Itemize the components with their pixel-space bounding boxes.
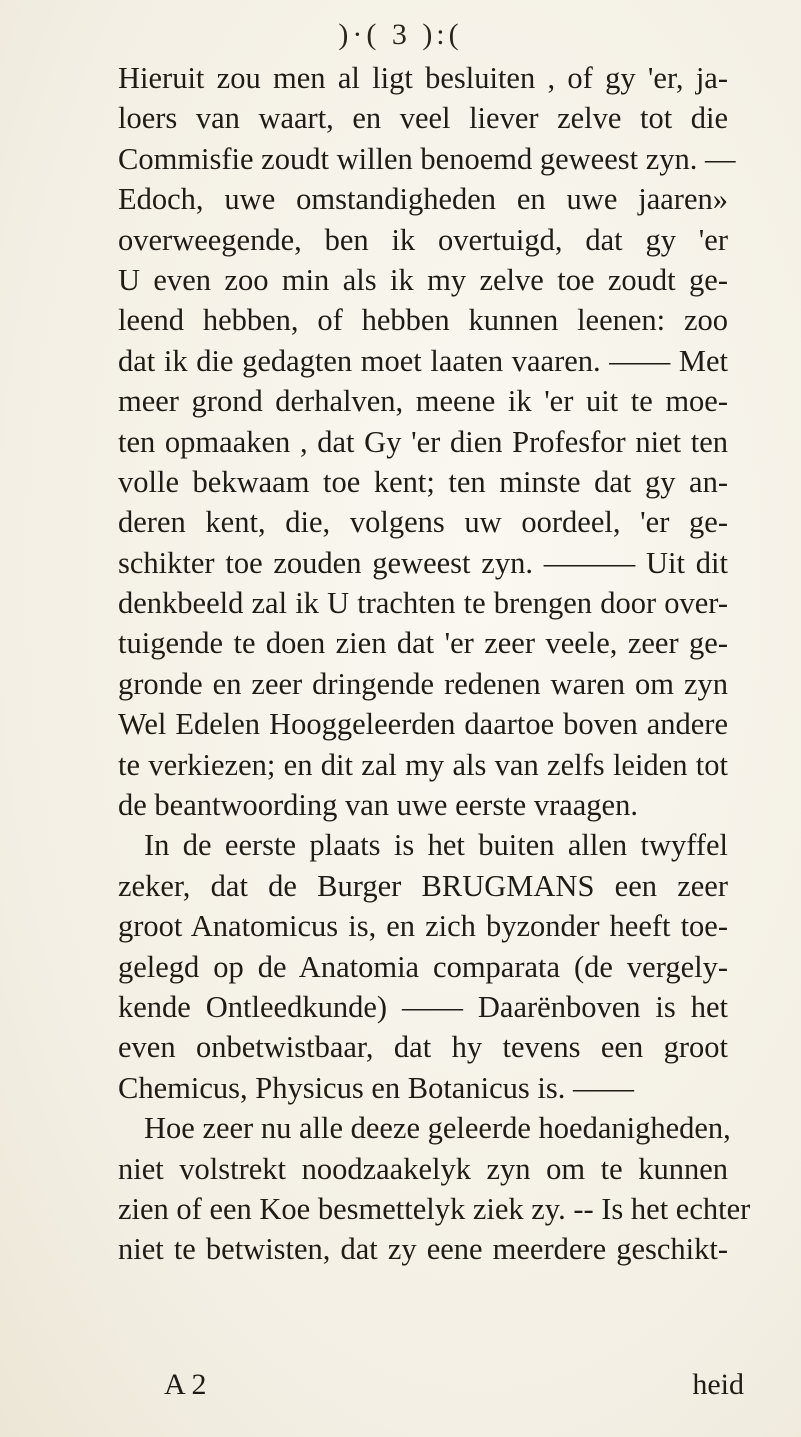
text-line: Commisfie zoudt willen benoemd geweest zyn. — xyxy=(118,141,736,176)
text-line: ten opmaaken , dat Gy 'er dien Profesfor niet ten xyxy=(118,424,728,459)
text-line: zien of een Koe besmettelyk ziek zy. -- Is het echter xyxy=(118,1191,751,1226)
text-line: volle bekwaam toe kent; ten minste dat gy an- xyxy=(118,464,728,499)
text-line: meer grond derhalven, meene ik 'er uit te moe- xyxy=(118,384,728,419)
text-line: U even zoo min als ik my zelve toe zoudt ge- xyxy=(118,262,728,297)
text-line: even onbetwistbaar, dat hy tevens een groot xyxy=(118,1030,728,1065)
text-line: de beantwoording van uwe eerste vraagen. xyxy=(118,788,638,823)
text-line: denkbeeld zal ik U trachten te brengen door over- xyxy=(118,586,728,621)
text-line: gelegd op de Anatomia comparata (de vergely- xyxy=(118,949,728,984)
text-line: Hieruit zou men al ligt besluiten , of gy 'er, ja- xyxy=(118,61,728,95)
text-line: schikter toe zouden geweest zyn. ——— Uit dit xyxy=(118,545,728,580)
text-line: groot Anatomicus is, en zich byzonder heeft toe- xyxy=(118,909,728,944)
text-line: overweegende, ben ik overtuigd, dat gy 'er xyxy=(118,222,728,257)
text-line: Wel Edelen Hooggeleerden daartoe boven andere xyxy=(118,707,728,742)
catchword: heid xyxy=(692,1368,744,1401)
text-line: te verkiezen; en dit zal my als van zelfs leiden tot xyxy=(118,747,728,782)
text-line: deren kent, die, volgens uw oordeel, 'er ge- xyxy=(118,505,728,540)
text-line: niet te betwisten, dat zy eene meerdere geschikt- xyxy=(118,1232,728,1267)
text-line: tuigende te doen zien dat 'er zeer veele, zeer ge- xyxy=(118,626,728,661)
text-line: dat ik die gedagten moet laaten vaaren. —— Met xyxy=(118,343,728,378)
text-line: Edoch, uwe omstandigheden en uwe jaaren» xyxy=(118,182,728,217)
page-number-header: )·( 3 ):( xyxy=(338,18,463,51)
text-line: zeker, dat de Burger BRUGMANS een zeer xyxy=(118,868,728,903)
signature-mark: A 2 xyxy=(164,1368,207,1401)
body-text xyxy=(118,58,751,1270)
text-line: In de eerste plaats is het buiten allen twyffel xyxy=(144,828,728,863)
text-line: leend hebben, of hebben kunnen leenen: zoo xyxy=(118,303,728,338)
text-line: loers van waart, en veel liever zelve tot die xyxy=(118,101,728,136)
text-line: niet volstrekt noodzaakelyk zyn om te kunnen xyxy=(118,1151,728,1186)
text-line: Chemicus, Physicus en Botanicus is. —— xyxy=(118,1070,634,1105)
text-line: gronde en zeer dringende redenen waren om zyn xyxy=(118,666,728,701)
text-line: kende Ontleedkunde) —— Daarënboven is het xyxy=(118,989,728,1024)
text-line: Hoe zeer nu alle deeze geleerde hoedanigheden, xyxy=(144,1111,731,1146)
